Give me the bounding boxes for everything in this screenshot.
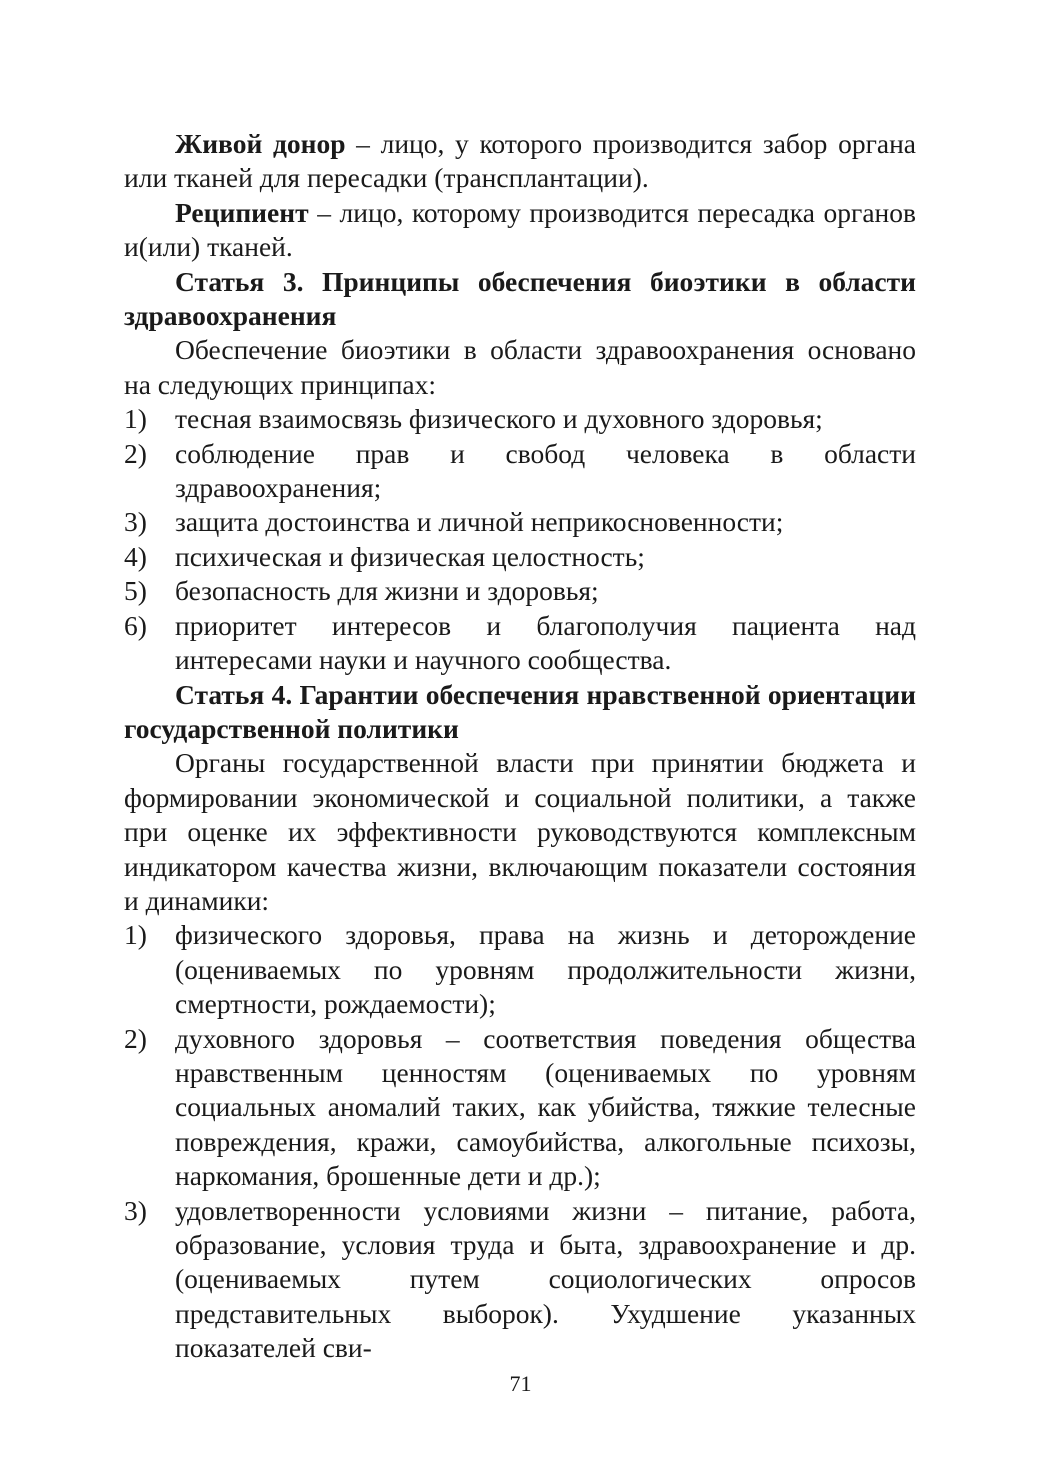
list-item-text: тесная взаимосвязь физического и духовного здоровья; [175, 403, 823, 435]
list-item-number: 1) [124, 919, 147, 951]
definition-term: Живой донор [175, 128, 346, 159]
list-item-text: духовного здоровья – соответствия поведения общества нравственным ценностям (оцениваемых по уровням социальных аномалий таких, как убийства, тяжкие телесные повреждения, кражи, самоубийства, алкогольные психозы, наркомания, брошенные дети и др.); [175, 1022, 916, 1192]
article-3-intro: Обеспечение биоэтики в области здравоохранения основано на следующих принципах: [124, 334, 916, 400]
list-item-number: 4) [124, 540, 147, 572]
definition-text: – лицо, которому производится пересадка органов и(или) тканей. [124, 196, 916, 263]
list-item-number: 2) [124, 1022, 147, 1054]
list-item [124, 609, 916, 678]
list-item-text: безопасность для жизни и здоровья; [175, 575, 599, 607]
definition-text: – лицо, у которого производится забор органа или тканей для пересадки (трансплантации). [124, 128, 916, 194]
page-body [124, 127, 916, 1366]
article-4-heading: Статья 4. Гарантии обеспечения нравственной ориентации государственной политики [124, 678, 916, 744]
list-item [124, 918, 916, 1021]
list-item-number: 3) [124, 1194, 147, 1226]
list-item [124, 437, 916, 506]
list-item-text: психическая и физическая целостность; [175, 540, 645, 572]
list-item [124, 505, 916, 539]
article-4-list [124, 918, 916, 1365]
list-item-text: защита достоинства и личной неприкосновенности; [175, 506, 784, 538]
definition-recipient [124, 196, 916, 265]
article-3-heading: Статья 3. Принципы обеспечения биоэтики в области здравоохранения [124, 265, 916, 332]
list-item [124, 574, 916, 608]
list-item-number: 6) [124, 609, 147, 641]
article-3-list [124, 402, 916, 677]
list-item [124, 540, 916, 574]
list-item-number: 1) [124, 403, 147, 435]
page-number: 71 [509, 1371, 532, 1396]
definition-term: Реципиент [175, 196, 309, 228]
list-item [124, 402, 916, 436]
list-item-number: 5) [124, 575, 147, 607]
list-item [124, 1194, 916, 1366]
list-item-text: приоритет интересов и благополучия пациента над интересами науки и научного сообщества. [175, 609, 916, 676]
list-item-number: 3) [124, 506, 147, 538]
list-item [124, 1022, 916, 1194]
list-item-text: соблюдение прав и свобод человека в области здравоохранения; [175, 437, 916, 504]
list-item-number: 2) [124, 437, 147, 469]
definition-living-donor [124, 127, 916, 196]
article-4-intro: Органы государственной власти при принятии бюджета и формировании экономической и социальной политики, а также при оценке их эффективности руководствуются комплексным индикатором качества жизни, включающим показатели состояния и динамики: [124, 747, 916, 916]
list-item-text: физического здоровья, права на жизнь и деторождение (оцениваемых по уровням продолжительности жизни, смертности, рождаемости); [175, 919, 916, 1020]
list-item-text: удовлетворенности условиями жизни – питание, работа, образование, условия труда и быта, здравоохранение и др. (оцениваемых путем социологических опросов представительных выборок). Ухудшение указанных показателей сви- [175, 1194, 916, 1364]
